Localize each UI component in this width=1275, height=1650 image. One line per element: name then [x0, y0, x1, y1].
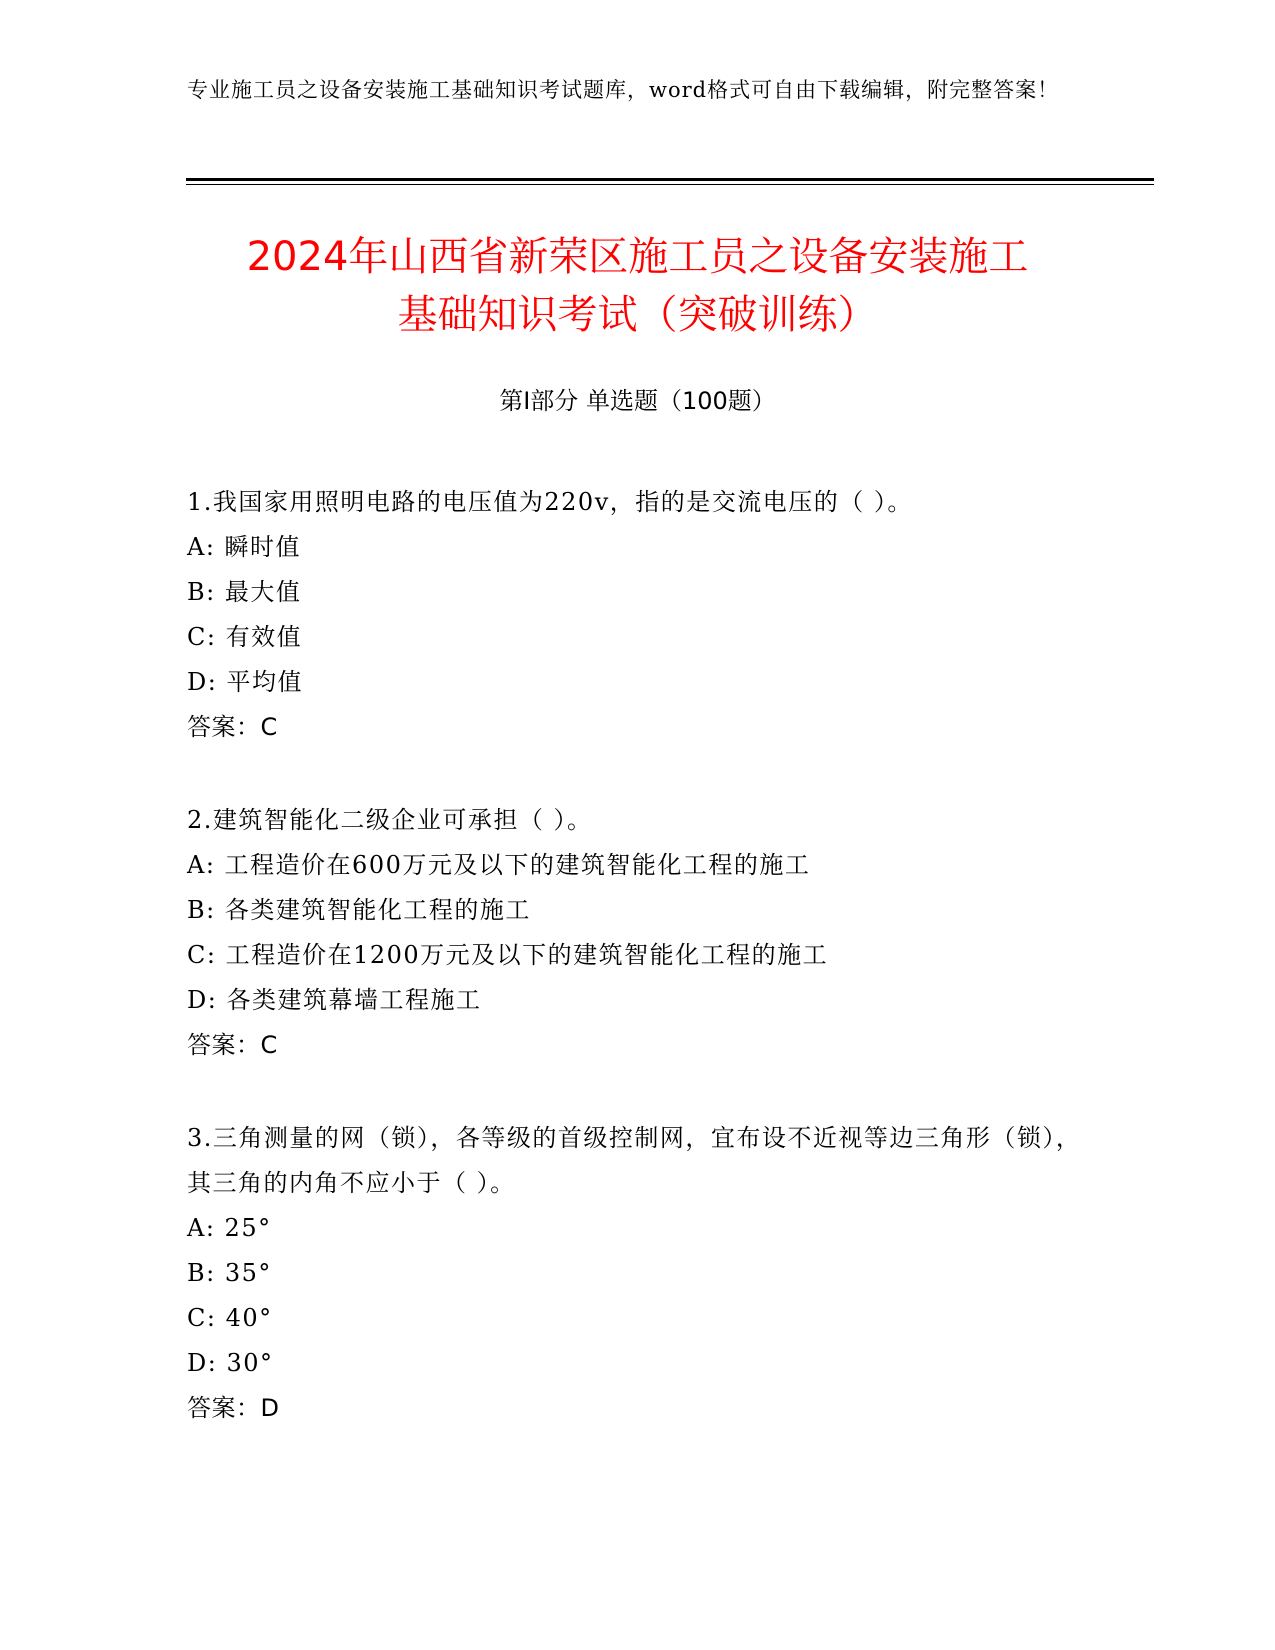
option-d: D: 30°: [187, 1349, 274, 1377]
document-title: [150, 228, 1125, 344]
option-d: D: 各类建筑幕墙工程施工: [187, 986, 482, 1014]
answer: 答案：C: [187, 1031, 278, 1059]
option-a: A: 工程造价在600万元及以下的建筑智能化工程的施工: [187, 851, 811, 879]
option-c: C: 40°: [187, 1304, 273, 1332]
header-divider-thick: [186, 178, 1154, 181]
question-stem: 3.三角测量的网（锁），各等级的首级控制网，宜布设不近视等边三角形（锁），其三角的内角不应小于（ ）。: [187, 1124, 1082, 1197]
option-d: D: 平均值: [187, 668, 303, 696]
question-stem: 2.建筑智能化二级企业可承担（ ）。: [187, 806, 593, 834]
document-title-line-1: 2024年山西省新荣区施工员之设备安装施工: [246, 234, 1029, 280]
option-c: C: 有效值: [187, 623, 303, 651]
answer: 答案：C: [187, 713, 278, 741]
option-a: A: 瞬时值: [187, 533, 302, 561]
question-3: [187, 1116, 1087, 1431]
question-stem: 1.我国家用照明电路的电压值为220v，指的是交流电压的（ ）。: [187, 488, 913, 516]
option-b: B: 各类建筑智能化工程的施工: [187, 896, 531, 924]
question-2: [187, 798, 1087, 1068]
document-title-line-2: 基础知识考试（突破训练）: [397, 292, 878, 338]
question-list: [187, 480, 1087, 1479]
question-1: [187, 480, 1087, 750]
answer: 答案：D: [187, 1394, 280, 1422]
option-c: C: 工程造价在1200万元及以下的建筑智能化工程的施工: [187, 941, 829, 969]
option-b: B: 最大值: [187, 578, 302, 606]
header-note: 专业施工员之设备安装施工基础知识考试题库，word格式可自由下载编辑，附完整答案！: [187, 78, 1060, 102]
section-heading: 第Ⅰ部分 单选题（100题）: [499, 387, 776, 415]
option-a: A: 25°: [187, 1214, 272, 1242]
option-b: B: 35°: [187, 1259, 272, 1287]
header-divider-thin: [186, 184, 1154, 185]
